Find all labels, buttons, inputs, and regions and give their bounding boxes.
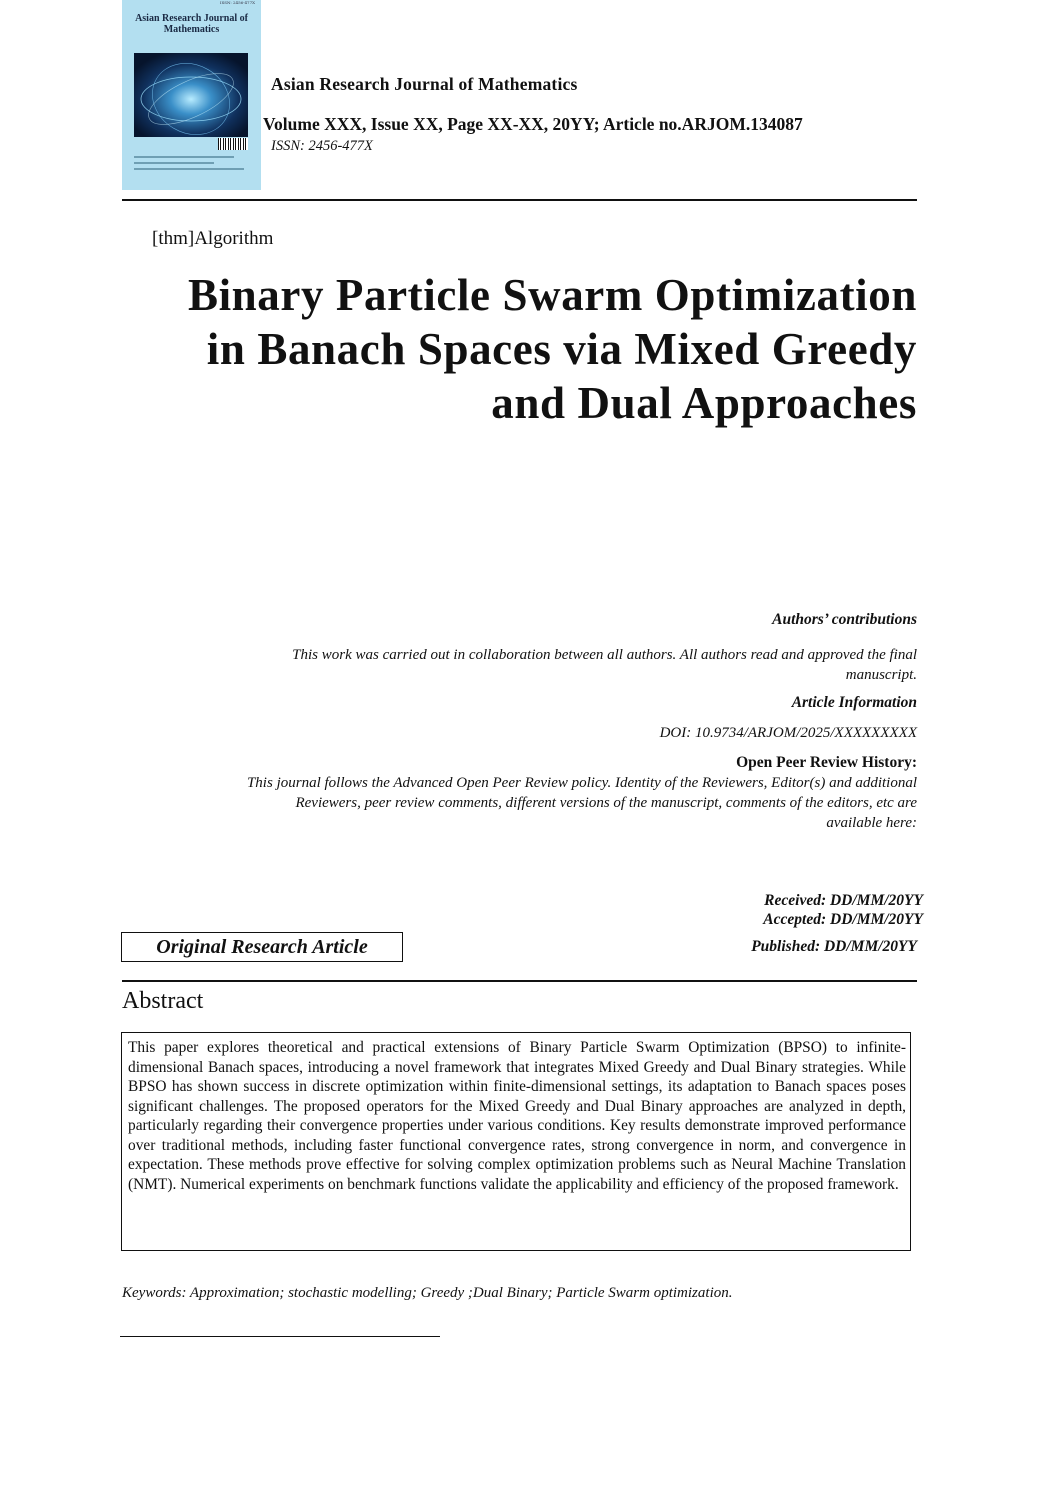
peer-review-line-3: available here:	[826, 815, 917, 831]
abstract-heading: Abstract	[122, 988, 204, 1014]
published-date: Published: DD/MM/20YY	[751, 938, 917, 955]
journal-cover-image	[122, 0, 261, 190]
header-rule	[122, 199, 917, 201]
cover-artwork	[134, 53, 248, 137]
volume-line: Volume XXX, Issue XX, Page XX-XX, 20YY; Article no.ARJOM.134087	[263, 114, 803, 134]
journal-name: Asian Research Journal of Mathematics	[271, 74, 578, 94]
received-date: Received: DD/MM/20YY	[764, 892, 923, 909]
thm-label: [thm]Algorithm	[152, 228, 274, 249]
peer-review-line-1: This journal follows the Advanced Open Peer Review policy. Identity of the Reviewers, Editor(s) and additional	[246, 775, 917, 791]
issn: ISSN: 2456-477X	[271, 138, 373, 154]
title-line-3: and Dual Approaches	[491, 378, 917, 428]
cover-issn: ISSN: 2456-477X	[220, 0, 255, 5]
cover-barcode	[218, 138, 248, 150]
paper-title	[100, 268, 917, 430]
peer-review-heading: Open Peer Review History:	[736, 754, 917, 771]
cover-title: Asian Research Journal of Mathematics	[135, 13, 248, 35]
abstract-box	[121, 1032, 911, 1251]
keywords: Keywords: Approximation; stochastic modelling; Greedy ;Dual Binary; Particle Swarm optimization.	[122, 1285, 733, 1301]
accepted-date: Accepted: DD/MM/20YY	[763, 911, 923, 928]
title-line-1: Binary Particle Swarm Optimization	[187, 270, 917, 320]
peer-review-line-2: Reviewers, peer review comments, different versions of the manuscript, comments of the editors, etc are	[295, 795, 917, 811]
authors-contributions-heading: Authors’ contributions	[772, 611, 917, 628]
article-type-badge: Original Research Article	[121, 932, 403, 962]
abstract-rule	[122, 980, 917, 982]
footnote-rule	[120, 1336, 440, 1337]
abstract-text: This paper explores theoretical and practical extensions of Binary Particle Swarm Optimization (BPSO) to infinite-dimensional Banach spaces, introducing a novel framework that integrates Mixed Greedy and Dual Binary strategies. While BPSO has shown success in discrete optimization within finite-dimensional settings, its adaptation to Banach spaces poses significant challenges. The proposed operators for the Mixed Greedy and Dual Binary approaches are analyzed in depth, particularly regarding their convergence properties under various conditions. Key results demonstrate improved performance over traditional methods, including faster functional convergence rates, strong convergence in norm, and convergence in expectation. These methods prove effective for solving complex optimization problems such as Neural Machine Translation (NMT). Numerical experiments on benchmark functions validate the applicability and efficiency of the proposed framework.	[128, 1039, 906, 1193]
authors-contributions-line-1: This work was carried out in collaboration between all authors. All authors read and approved the final	[292, 647, 917, 663]
title-line-2: in Banach Spaces via Mixed Greedy	[206, 324, 917, 374]
authors-contributions-line-2: manuscript.	[845, 667, 917, 683]
article-information-heading: Article Information	[791, 694, 917, 711]
doi: DOI: 10.9734/ARJOM/2025/XXXXXXXXX	[659, 725, 917, 741]
